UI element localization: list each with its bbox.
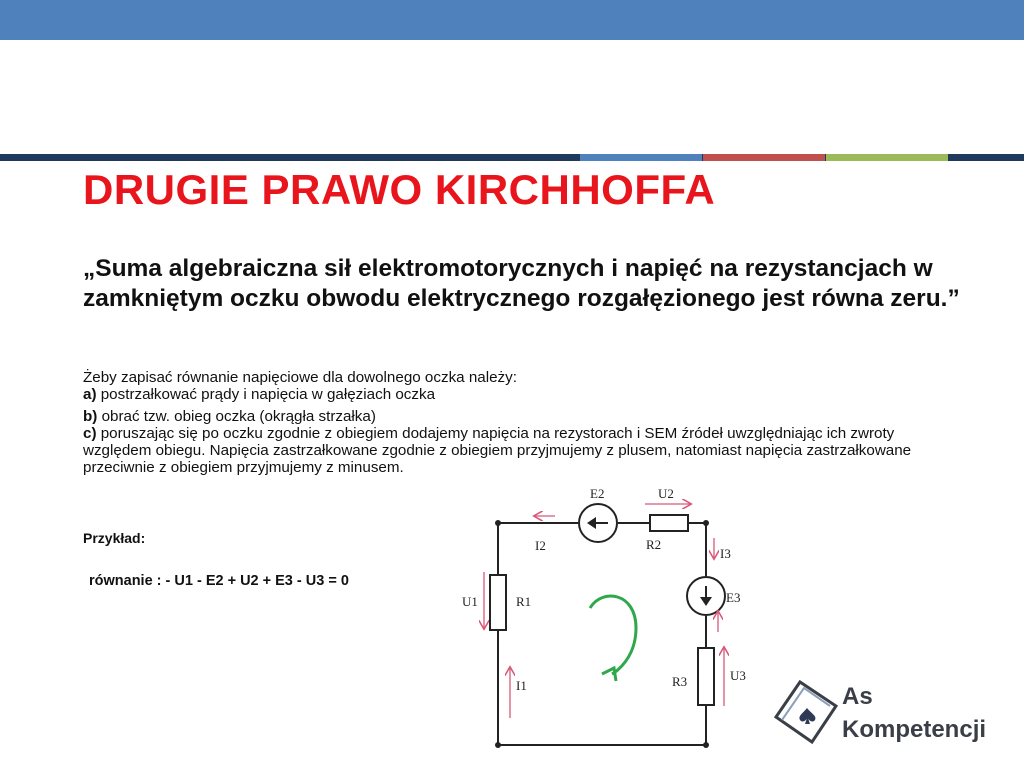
node-dot xyxy=(703,520,709,526)
circuit-diagram xyxy=(440,480,770,768)
item-marker: b) xyxy=(83,408,98,425)
circuit-wires xyxy=(498,523,706,745)
label-i1: I1 xyxy=(516,678,527,693)
item-marker: a) xyxy=(83,386,97,403)
instructions-intro: Żeby zapisać równanie napięciowe dla dowolnego oczka należy: xyxy=(83,369,517,386)
label-u3: U3 xyxy=(730,668,746,683)
source-e2 xyxy=(579,504,617,542)
node-dot xyxy=(495,742,501,748)
header-band xyxy=(0,0,1024,40)
label-u1: U1 xyxy=(462,594,478,609)
rule-accent-blue xyxy=(580,154,702,161)
instruction-item-c xyxy=(83,425,963,476)
instruction-item-a xyxy=(83,386,963,403)
node-dot xyxy=(495,520,501,526)
label-r1: R1 xyxy=(516,594,532,609)
instruction-item-b xyxy=(83,408,963,425)
instructions xyxy=(83,369,963,476)
item-text: postrzałkować prądy i napięcia w gałęziach oczka xyxy=(96,386,436,403)
example-equation: równanie : - U1 - E2 + U2 + E3 - U3 = 0 xyxy=(89,573,349,589)
resistor-r3 xyxy=(698,648,714,705)
node-dot xyxy=(703,742,709,748)
logo-card-icon xyxy=(776,682,836,742)
label-u2: U2 xyxy=(658,486,674,501)
label-i3: I3 xyxy=(720,546,731,561)
logo-text-kompetencji: Kompetencji xyxy=(842,716,987,743)
label-r3: R3 xyxy=(672,674,688,689)
label-e2: E2 xyxy=(590,486,605,501)
loop-direction-arrow xyxy=(590,596,636,674)
label-e3: E3 xyxy=(726,590,741,605)
law-quote: „Suma algebraiczna sił elektromotorycznych i napięć na rezystancjach w zamkniętym oczku obwodu elektrycznego rozgałęzionego jest równa zeru.” xyxy=(83,255,960,312)
item-marker: c) xyxy=(83,425,97,442)
label-r2: R2 xyxy=(646,537,662,552)
loop-arrowhead xyxy=(602,668,616,681)
slide-title: DRUGIE PRAWO KIRCHHOFFA xyxy=(83,166,716,213)
rule-accent-red xyxy=(703,154,825,161)
rule-accent-green xyxy=(826,154,948,161)
logo-text-as: As xyxy=(842,683,873,710)
item-text: poruszając się po oczku zgodnie z obiegiem dodajemy napięcia na rezystorach i SEM źródeł uwzględniając ich zwroty względem obiegu. Napięcia zastrzałkowane zgodnie z obiegiem przyjmujemy z plusem, natomiast napięcia zastrzałkowane przeciwnie z obiegiem przyjmujemy z minusem. xyxy=(83,425,912,476)
resistor-r2 xyxy=(650,515,688,531)
item-text: obrać tzw. obieg oczka (okrągła strzałka) xyxy=(97,408,376,425)
source-e3 xyxy=(687,577,725,615)
example-label: Przykład: xyxy=(83,530,146,546)
label-i2: I2 xyxy=(535,538,546,553)
resistor-r1 xyxy=(490,575,506,630)
